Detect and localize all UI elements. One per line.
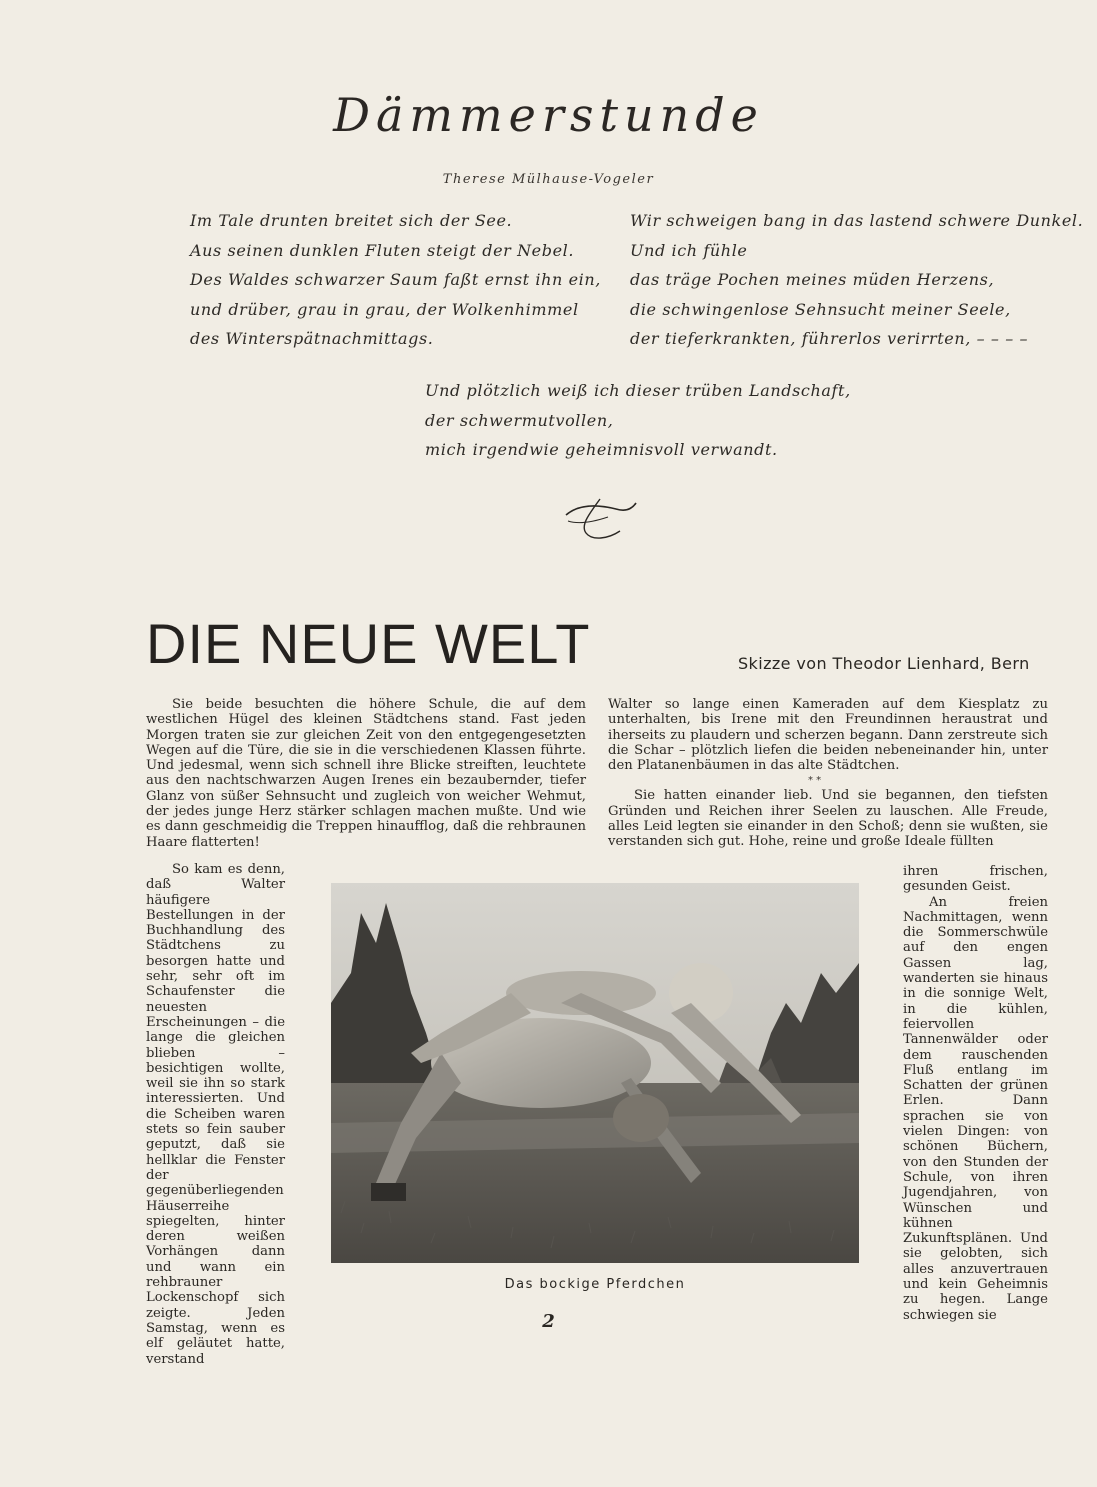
poem-line: und drüber, grau in grau, der Wolkenhimmel <box>190 299 579 319</box>
article-paragraph: An freien Nachmittagen, wenn die Sommerschwüle auf den engen Gassen lag, wanderten sie hinaus in die sonnige Welt, in die kühlen, feiervollen Tannenwälder oder dem rauschenden Fluß entlang im Schatten der grünen Erlen. Dann sprachen sie von vielen Dingen: von schönen Büchern, von den Stunden der Schule, von ihren Jugendjahren, von Wünschen und kühnen Zukunftsplänen. Und sie gelobten, sich alles anzuvertrauen und kein Geheimnis zu hegen. Lange schwiegen sie <box>903 894 1048 1323</box>
article-byline: Skizze von Theodor Lienhard, Bern <box>738 654 1030 673</box>
article-paragraph: ihren frischen, gesunden Geist. <box>903 864 1048 895</box>
poem-line: Und plötzlich weiß ich dieser trüben Landschaft, <box>425 381 851 400</box>
poem-line: mich irgendwie geheimnisvoll verwandt. <box>425 440 778 459</box>
poem-line: Im Tale drunten breitet sich der See. <box>190 211 513 230</box>
article-title: DIE NEUE WELT <box>146 612 591 675</box>
photo-caption: Das bockige Pferdchen <box>504 1277 686 1292</box>
poem-line: Wir schweigen bang in das lastend schwere Dunkel. <box>630 211 1084 230</box>
article-paragraph: Sie hatten einander lieb. Und sie begannen, den tiefsten Gründen und Reichen ihrer Seelen zu lauschen. Alle Freude, alles Leid legten sie einander in den Schoß; denn sie wußten, sie verstanden sich gut. Hohe, reine und große Ideale füllten <box>608 788 1048 850</box>
poem-line: Des Waldes schwarzer Saum faßt ernst ihn ein, <box>190 270 601 289</box>
poem-line: Und ich fühle <box>630 240 748 260</box>
poem-line: der schwermutvollen, <box>425 410 614 430</box>
poem-line: des Winterspätnachmittags. <box>190 329 434 348</box>
poem-line: das träge Pochen meines müden Herzens, <box>630 270 995 289</box>
article-paragraph: Sie beide besuchten die höhere Schule, die auf dem westlichen Hügel des kleinen Städtchens stand. Fast jeden Morgen traten sie zur gleichen Zeit von den entgegengesetzten Wegen auf die Türe, die sie in die verschiedenen Klassen führte. Und jedesmal, wenn sich schnell ihre Blicke streiften, leuchtete aus den nachtschwarzen Augen Irenes ein bezaubernder, tiefer Glanz von süßer Sehnsucht und zugleich von weicher Wehmut, der jedes junge Herz stärker schlagen machen mußte. Und wie es dann geschmeidig die Treppen hinaufflog, daß die rehbraunen Haare flatterten! <box>146 697 586 850</box>
page-number: 2 <box>542 1311 555 1332</box>
photo-image <box>331 883 859 1263</box>
article-paragraph: So kam es denn, daß Walter häufigere Bestellungen in der Buchhandlung des Städtchens zu besorgen hatte und sehr, sehr oft im Schaufenster die neuesten Erscheinungen – die lange die gleichen blieben – besichtigen wollte, weil sie ihn so stark interessierten. Und die Scheiben waren stets so fein sauber geputzt, daß sie hellklar die Fenster der gegenüberliegenden Häuserreihe spiegelten, hinter deren weißen Vorhängen dann und wann ein rehbrauner Lockenschopf sich zeigte. Jeden Samstag, wenn es elf geläutet hatte, verstand <box>146 862 285 1367</box>
poem-stanza-right <box>630 206 1084 354</box>
article-column-left-narrow <box>146 862 285 1367</box>
poem-author: Therese Mülhause-Vogeler <box>442 172 655 187</box>
poem-line: der tieferkrankten, führerlos verirrten, – – – – <box>630 329 1029 348</box>
poem-line: die schwingenlose Sehnsucht meiner Seele, <box>630 299 1011 319</box>
article-paragraph: Walter so lange einen Kameraden auf dem Kiesplatz zu unterhalten, bis Irene mit den Freundinnen heraustrat und iherseits zu plaudern und scherzen begann. Dann zerstreute sich die Schar – plötzlich liefen die beiden nebeneinander hin, unter den Platanenbäumen in das alte Städtchen. <box>608 697 1048 774</box>
poem-title: Dämmerstunde <box>333 88 764 142</box>
article-column-right <box>608 697 1048 850</box>
poem-stanza-center <box>425 376 851 465</box>
article-photo <box>331 883 859 1263</box>
poem-stanza-left <box>190 206 610 354</box>
poem-line: Aus seinen dunklen Fluten steigt der Nebel. <box>190 240 575 260</box>
article-column-right-narrow <box>903 864 1048 1323</box>
section-separator-stars: * * <box>808 775 822 786</box>
flourish-ornament-icon <box>560 495 640 545</box>
article-column-left <box>146 697 586 850</box>
